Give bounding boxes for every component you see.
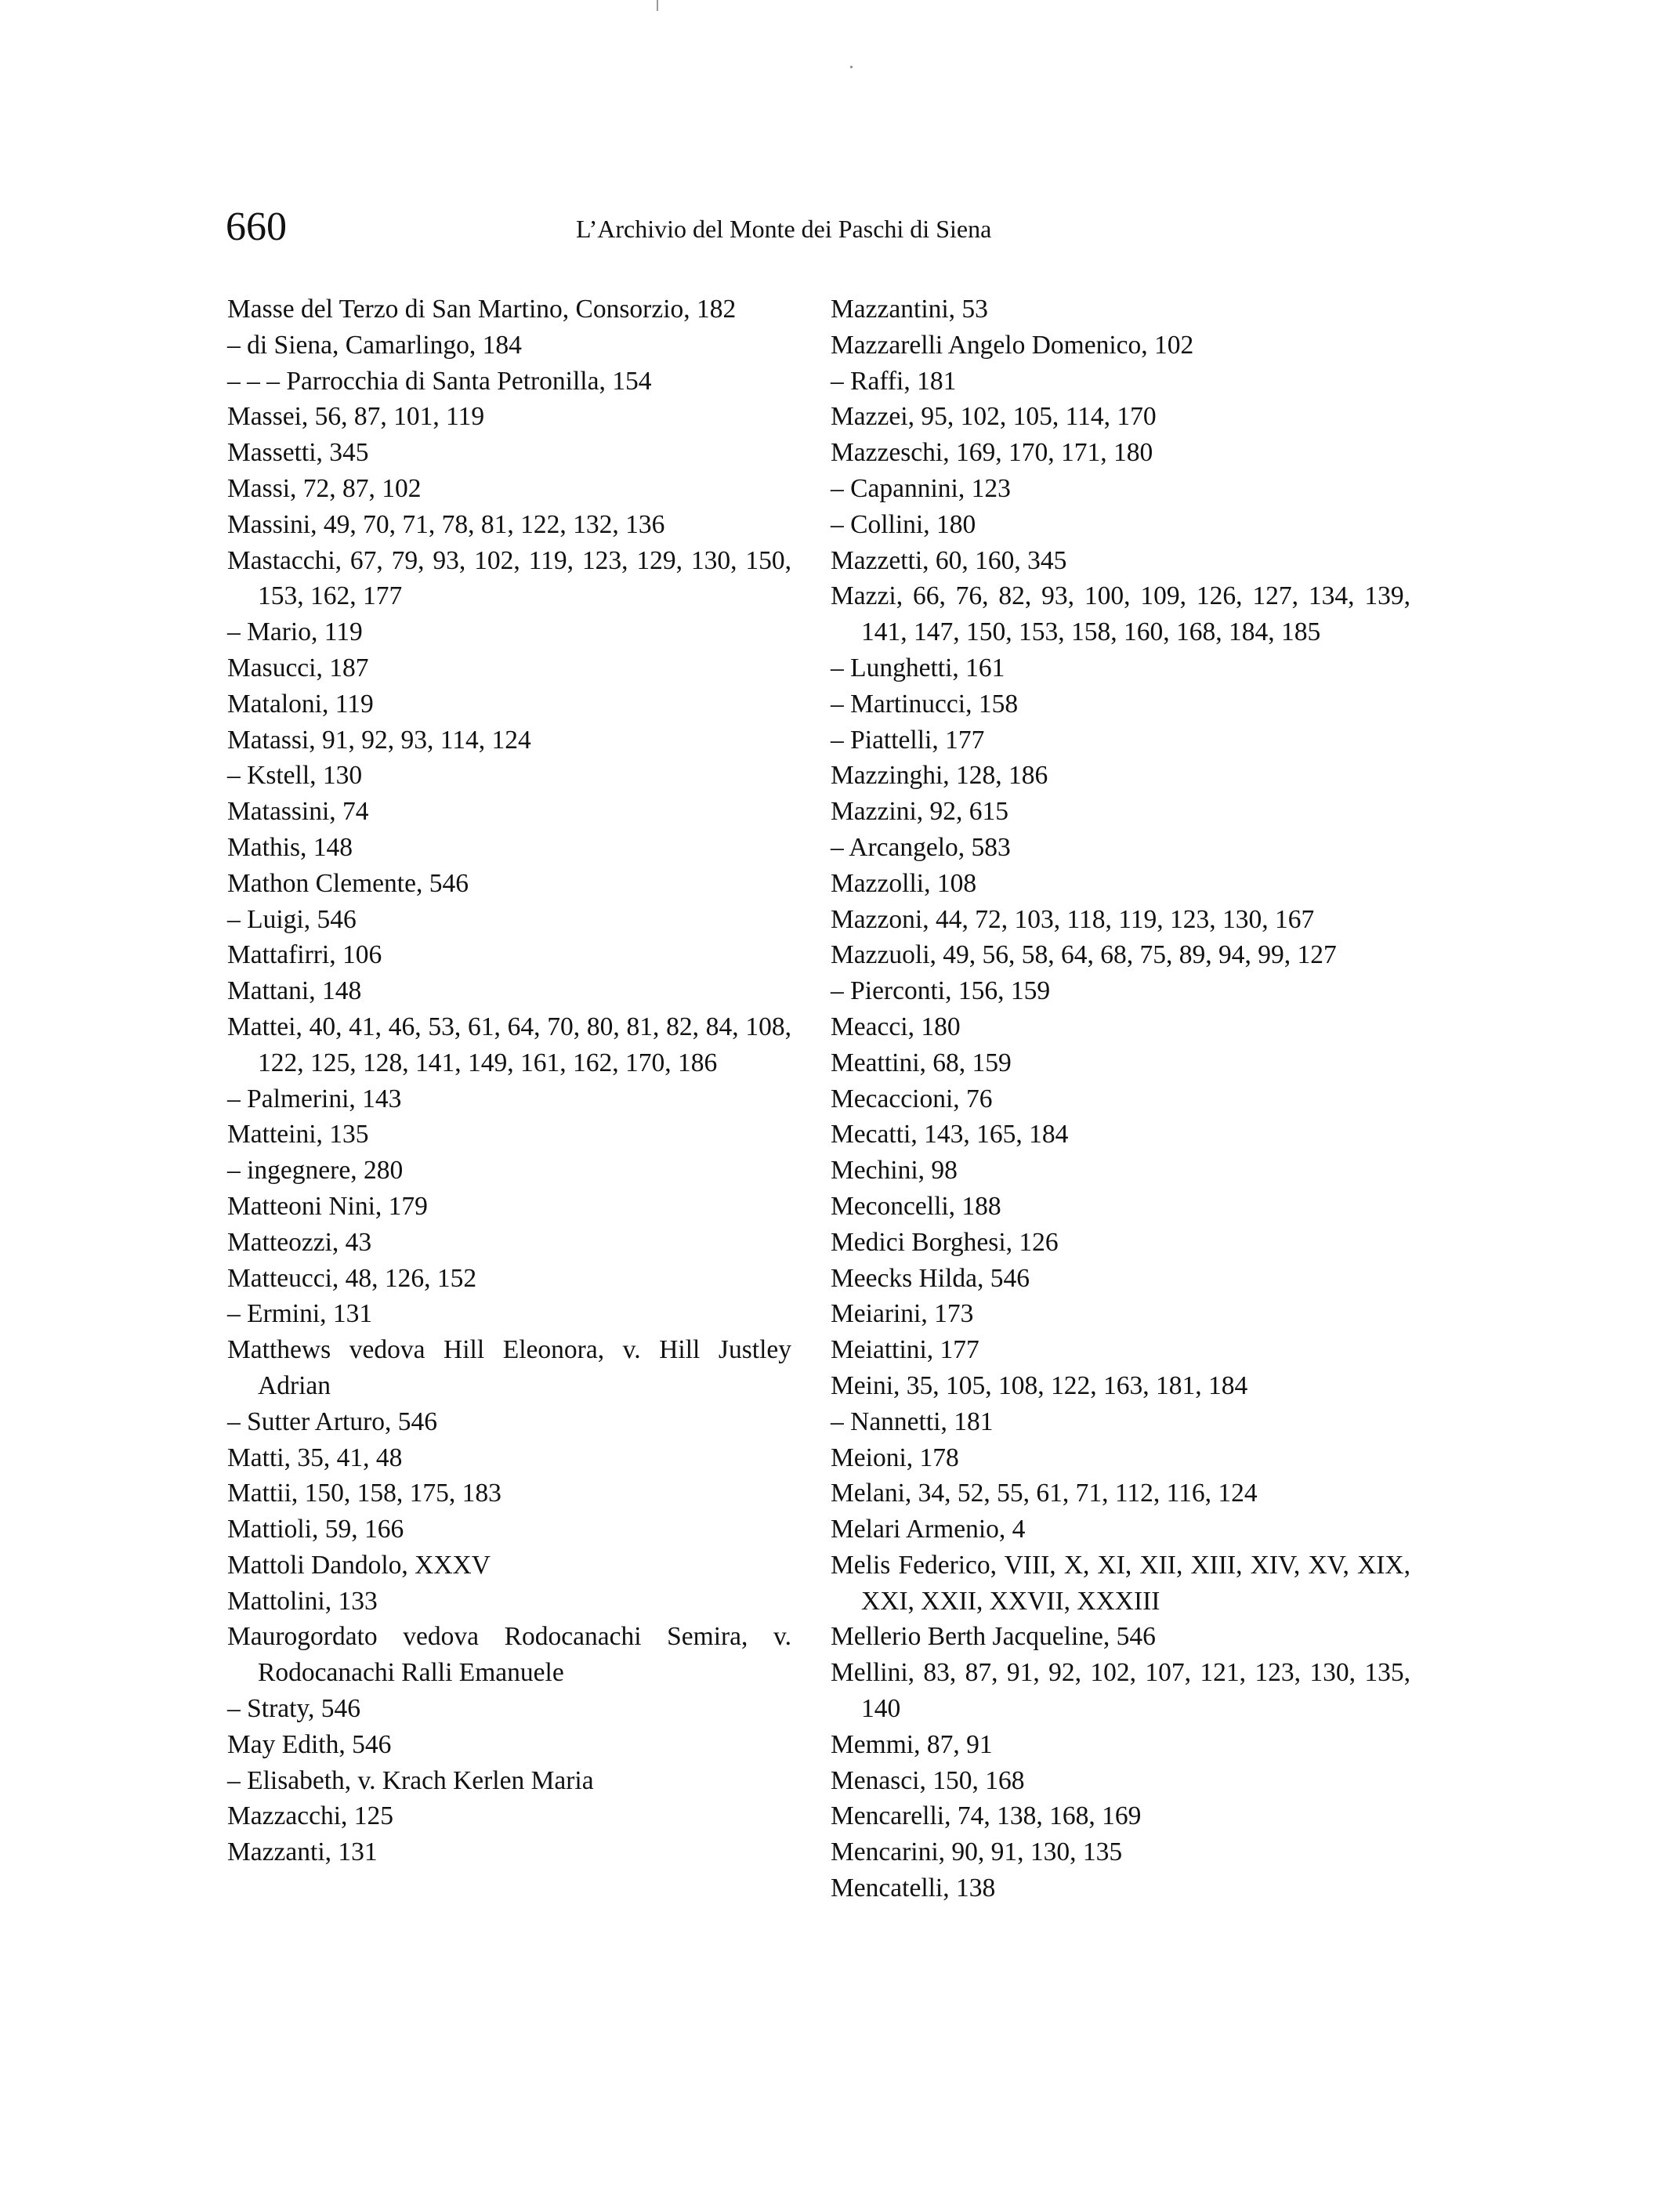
index-entry: Meioni, 178: [831, 1443, 959, 1472]
index-entry: Mechini, 98: [831, 1156, 958, 1186]
index-entry: Mazzini, 92, 615: [831, 797, 1009, 827]
index-entry: Mathis, 148: [227, 832, 353, 862]
index-entry: Mecaccioni, 76: [831, 1084, 993, 1113]
index-entry: Mattii, 150, 158, 175, 183: [227, 1479, 501, 1508]
index-entry: Mencarini, 90, 91, 130, 135: [831, 1837, 1123, 1867]
index-column-left: [227, 291, 791, 1870]
index-entry: Mazzei, 95, 102, 105, 114, 170: [831, 402, 1157, 432]
index-entry: Mazzanti, 131: [227, 1837, 378, 1867]
index-entry: – Palmerini, 143: [227, 1084, 402, 1113]
index-entry: Masucci, 187: [227, 653, 369, 682]
index-entry: Mataloni, 119: [227, 689, 374, 719]
index-entry: Meini, 35, 105, 108, 122, 163, 181, 184: [831, 1370, 1248, 1400]
index-entry: Mazzoni, 44, 72, 103, 118, 119, 123, 130, 167: [831, 904, 1315, 934]
scan-speck: [657, 0, 658, 11]
index-entry: – Mario, 119: [227, 617, 363, 647]
index-entry: – Sutter Arturo, 546: [227, 1407, 437, 1436]
index-entry: Mazzi, 66, 76, 82, 93, 100, 109, 126, 127, 134, 139, 141, 147, 150, 153, 158, 160, 168, 184, 185: [831, 581, 1410, 647]
index-entry: Meconcelli, 188: [831, 1191, 1001, 1221]
index-entry: Mellerio Berth Jacqueline, 546: [831, 1622, 1156, 1652]
index-entry: Mazzetti, 60, 160, 345: [831, 545, 1067, 575]
index-entry: Mattei, 40, 41, 46, 53, 61, 64, 70, 80, 81, 82, 84, 108, 122, 125, 128, 141, 149, 161, 162, 170, 186: [227, 1012, 791, 1077]
index-entry: Mazzuoli, 49, 56, 58, 64, 68, 75, 89, 94, 99, 127: [831, 940, 1337, 970]
index-entry: – di Siena, Camarlingo, 184: [227, 330, 522, 360]
index-entry: Mazzinghi, 128, 186: [831, 761, 1048, 791]
index-entry: Mazzarelli Angelo Domenico, 102: [831, 330, 1194, 360]
index-column-right: [831, 291, 1410, 1906]
index-entry: Mastacchi, 67, 79, 93, 102, 119, 123, 129, 130, 150, 153, 162, 177: [227, 545, 791, 611]
index-entry: – Collini, 180: [831, 509, 976, 539]
index-entry: Matteucci, 48, 126, 152: [227, 1263, 477, 1293]
index-entry: Matassini, 74: [227, 797, 369, 827]
index-entry: – Kstell, 130: [227, 761, 363, 791]
index-entry: Mencatelli, 138: [831, 1874, 996, 1903]
index-entry: Massi, 72, 87, 102: [227, 473, 422, 503]
index-entry: – Piattelli, 177: [831, 725, 985, 755]
index-entry: – Pierconti, 156, 159: [831, 976, 1051, 1006]
index-entry: May Edith, 546: [227, 1729, 392, 1759]
index-entry: Matteozzi, 43: [227, 1227, 372, 1257]
index-entry: Mellini, 83, 87, 91, 92, 102, 107, 121, 123, 130, 135, 140: [831, 1658, 1410, 1724]
index-entry: – Arcangelo, 583: [831, 832, 1011, 862]
index-entry: – ingegnere, 280: [227, 1156, 404, 1186]
index-entry: – Martinucci, 158: [831, 689, 1019, 719]
index-entry: Massetti, 345: [227, 438, 369, 468]
index-entry: – Straty, 546: [227, 1694, 360, 1724]
index-entry: Mattolini, 133: [227, 1586, 378, 1616]
index-entry: Mazzeschi, 169, 170, 171, 180: [831, 438, 1153, 468]
index-entry: Melani, 34, 52, 55, 61, 71, 112, 116, 124: [831, 1479, 1258, 1508]
index-entry: – Capannini, 123: [831, 473, 1011, 503]
index-entry: – Nannetti, 181: [831, 1407, 994, 1436]
index-entry: Mattafirri, 106: [227, 940, 382, 970]
index-entry: Meiattini, 177: [831, 1335, 979, 1365]
index-entry: – Elisabeth, v. Krach Kerlen Maria: [227, 1765, 594, 1795]
index-entry: Matti, 35, 41, 48: [227, 1443, 403, 1472]
running-title: L’Archivio del Monte dei Paschi di Siena: [576, 215, 992, 243]
index-entry: Menasci, 150, 168: [831, 1765, 1025, 1795]
index-entry: Matteoni Nini, 179: [227, 1191, 428, 1221]
index-entry: – Lunghetti, 161: [831, 653, 1005, 682]
index-entry: – Luigi, 546: [227, 904, 357, 934]
index-entry: Mazzacchi, 125: [227, 1801, 394, 1831]
index-entry: Mazzantini, 53: [831, 295, 988, 324]
index-entry: Medici Borghesi, 126: [831, 1227, 1059, 1257]
page-number: 660: [226, 205, 287, 249]
index-entry: Maurogordato vedova Rodocanachi Semira, v. Rodocanachi Ralli Emanuele: [227, 1622, 791, 1688]
index-entry: Meiarini, 173: [831, 1299, 974, 1329]
index-entry: Memmi, 87, 91: [831, 1729, 993, 1759]
scan-speck: [850, 66, 853, 68]
index-entry: – – – Parrocchia di Santa Petronilla, 154: [227, 366, 652, 396]
index-entry: Matthews vedova Hill Eleonora, v. Hill Justley Adrian: [227, 1335, 791, 1400]
index-entry: Masse del Terzo di San Martino, Consorzio, 182: [227, 295, 737, 324]
index-entry: Mathon Clemente, 546: [227, 868, 469, 898]
index-entry: Matassi, 91, 92, 93, 114, 124: [227, 725, 531, 755]
index-entry: Massini, 49, 70, 71, 78, 81, 122, 132, 136: [227, 509, 665, 539]
index-entry: Mecatti, 143, 165, 184: [831, 1120, 1069, 1149]
index-entry: – Ermini, 131: [227, 1299, 373, 1329]
index-entry: Melari Armenio, 4: [831, 1515, 1026, 1544]
index-entry: – Raffi, 181: [831, 366, 957, 396]
index-entry: Mattioli, 59, 166: [227, 1515, 404, 1544]
index-entry: Meattini, 68, 159: [831, 1048, 1012, 1077]
index-entry: Massei, 56, 87, 101, 119: [227, 402, 485, 432]
index-entry: Mattani, 148: [227, 976, 362, 1006]
index-entry: Meecks Hilda, 546: [831, 1263, 1030, 1293]
index-entry: Matteini, 135: [227, 1120, 369, 1149]
index-entry: Mencarelli, 74, 138, 168, 169: [831, 1801, 1142, 1831]
index-entry: Mazzolli, 108: [831, 868, 977, 898]
index-entry: Mattoli Dandolo, XXXV: [227, 1550, 491, 1580]
index-entry: Meacci, 180: [831, 1012, 961, 1041]
index-entry: Melis Federico, VIII, X, XI, XII, XIII, XIV, XV, XIX, XXI, XXII, XXVII, XXXIII: [831, 1550, 1410, 1616]
